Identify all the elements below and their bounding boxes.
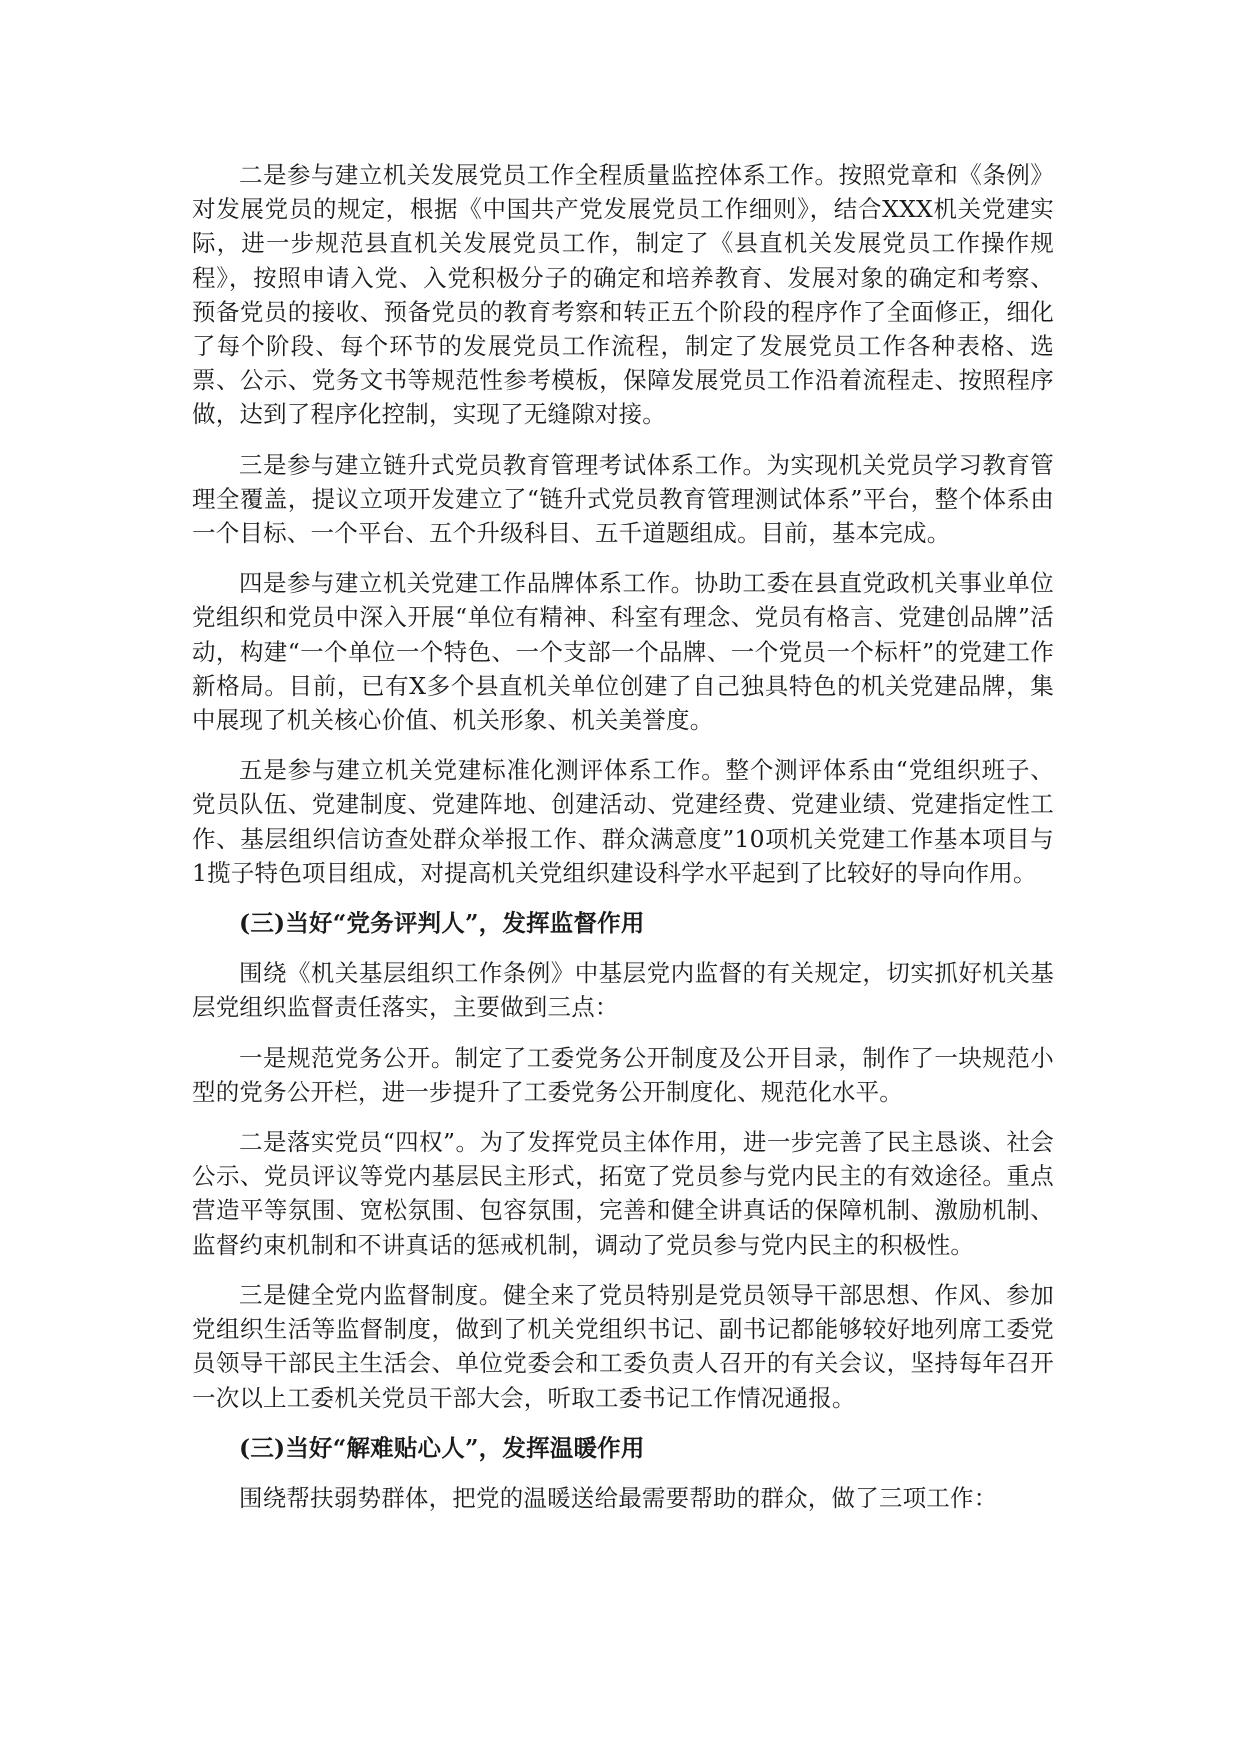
paragraph-supervision-system: 三是健全党内监督制度。健全来了党员特别是党员领导干部思想、作风、参加党组织生活等监督制度，做到了机关党组织书记、副书记都能够较好地列席工委党员领导干部民主生活会、单位党委会和工委负责人召开的有关会议，坚持每年召开一次以上工委机关党员干部大会，听取工委书记工作情况通报。 bbox=[192, 1280, 1054, 1412]
section-heading-supervision: (三)当好“党务评判人”，发挥监督作用 bbox=[239, 909, 645, 938]
paragraph-brand-system: 四是参与建立机关党建工作品牌体系工作。协助工委在县直党政机关事业单位党组织和党员中深入开展“单位有精神、科室有理念、党员有格言、党建创品牌”活动，构建“一个单位一个特色、一个支部一个品牌、一个党员一个标杆”的党建工作新格局。目前，已有X多个县直机关单位创建了自己独具特色的机关党建品牌，集中展现了机关核心价值、机关形象、机关美誉度。 bbox=[192, 569, 1054, 735]
paragraph-affairs-disclosure: 一是规范党务公开。制定了工委党务公开制度及公开目录，制作了一块规范小型的党务公开栏，进一步提升了工委党务公开制度化、规范化水平。 bbox=[192, 1043, 1054, 1106]
document-body bbox=[192, 158, 1054, 1531]
paragraph-education-exam-system: 三是参与建立链升式党员教育管理考试体系工作。为实现机关党员学习教育管理全覆盖，提议立项开发建立了“链升式党员教育管理测试体系”平台，整个体系由一个目标、一个平台、五个升级科目、五千道题组成。目前，基本完成。 bbox=[192, 450, 1054, 548]
paragraph-warmth-intro: 围绕帮扶弱势群体，把党的温暖送给最需要帮助的群众，做了三项工作： bbox=[239, 1483, 998, 1512]
section-heading-warmth: (三)当好“解难贴心人”，发挥温暖作用 bbox=[239, 1433, 645, 1462]
paragraph-standard-evaluation: 五是参与建立机关党建标准化测评体系工作。整个测评体系由“党组织班子、党员队伍、党建制度、党建阵地、创建活动、党建经费、党建业绩、党建指定性工作、基层组织信访查处群众举报工作、群众满意度”10项机关党建工作基本项目与1揽子特色项目组成，对提高机关党组织建设科学水平起到了比较好的导向作用。 bbox=[192, 756, 1054, 887]
paragraph-develop-members: 二是参与建立机关发展党员工作全程质量监控体系工作。按照党章和《条例》对发展党员的规定，根据《中国共产党发展党员工作细则》，结合XXX机关党建实际，进一步规范县直机关发展党员工作，制定了《县直机关发展党员工作操作规程》，按照申请入党、入党积极分子的确定和培养教育、发展对象的确定和考察、预备党员的接收、预备党员的教育考察和转正五个阶段的程序作了全面修正，细化了每个阶段、每个环节的发展党员工作流程，制定了发展党员工作各种表格、选票、公示、党务文书等规范性参考模板，保障发展党员工作沿着流程走、按照程序做，达到了程序化控制，实现了无缝隙对接。 bbox=[192, 161, 1054, 429]
paragraph-supervision-intro: 围绕《机关基层组织工作条例》中基层党内监督的有关规定，切实抓好机关基层党组织监督责任落实，主要做到三点： bbox=[192, 959, 1054, 1022]
paragraph-four-rights: 二是落实党员“四权”。为了发挥党员主体作用，进一步完善了民主恳谈、社会公示、党员评议等党内基层民主形式，拓宽了党员参与党内民主的有效途径。重点营造平等氛围、宽松氛围、包容氛围，完善和健全讲真话的保障机制、激励机制、监督约束机制和不讲真话的惩戒机制，调动了党员参与党内民主的积极性。 bbox=[192, 1128, 1054, 1259]
